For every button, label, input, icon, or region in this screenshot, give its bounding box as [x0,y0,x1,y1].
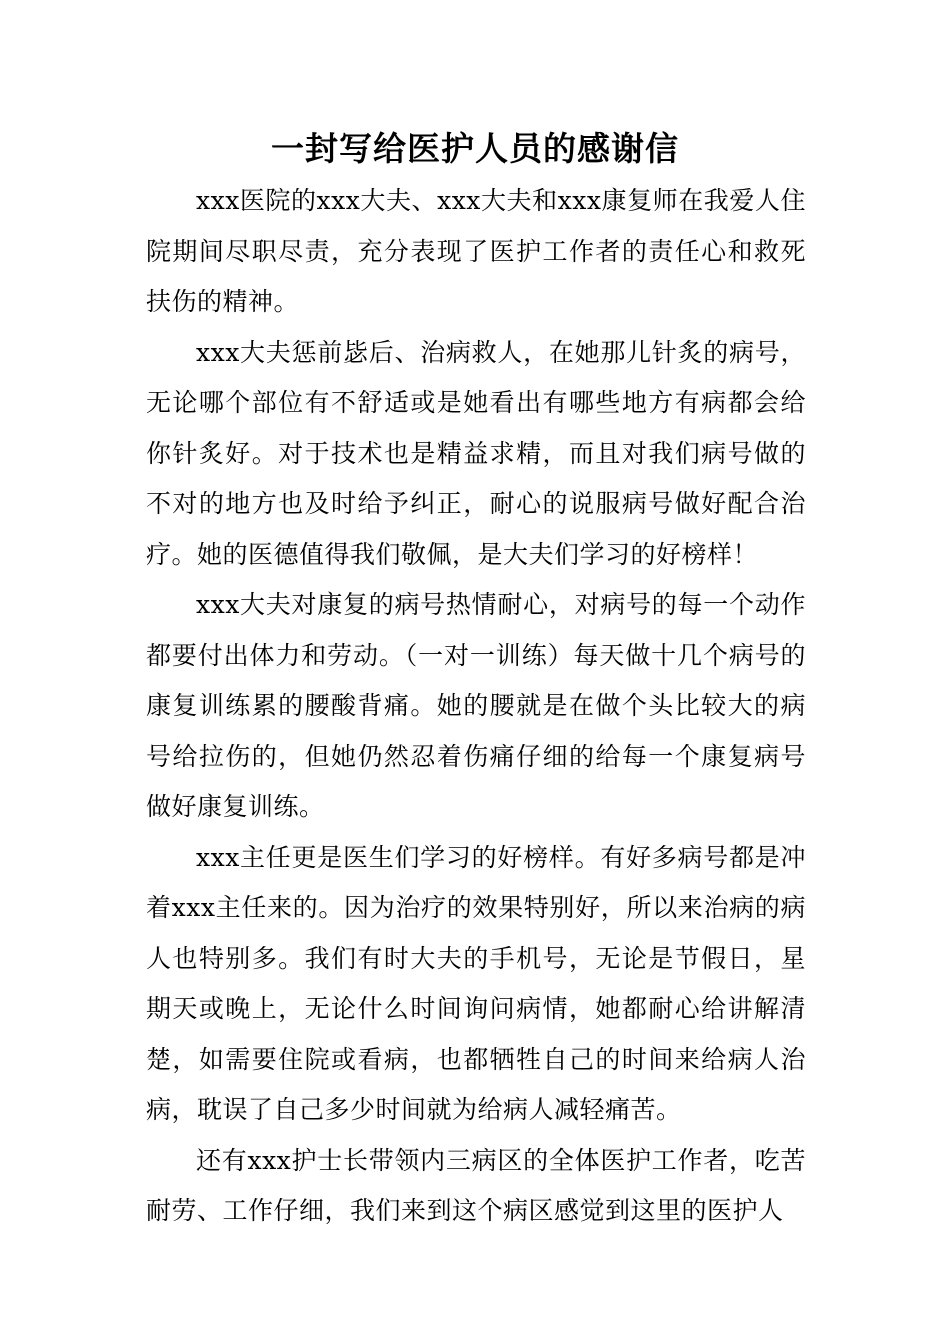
paragraph-2: xxx大夫惩前毖后、治病救人，在她那儿针炙的病号，无论哪个部位有不舒适或是她看出有哪些地方有病都会给你针炙好。对于技术也是精益求精，而且对我们病号做的不对的地方也及时给予纠正，耐心的说服病号做好配合治疗。她的医德值得我们敬佩，是大夫们学习的好榜样！ [146,337,806,569]
paragraph-4: xxx主任更是医生们学习的好榜样。有好多病号都是冲着xxx主任来的。因为治疗的效果特别好，所以来治病的病人也特别多。我们有时大夫的手机号，无论是节假日，星期天或晚上，无论什么时间询问病情，她都耐心给讲解清楚，如需要住院或看病，也都牺牲自己的时间来给病人治病，耽误了自己多少时间就为给病人减轻痛苦。 [146,842,806,1124]
document-title: 一封写给医护人员的感谢信 [271,129,679,168]
paragraph-5: 还有xxx护士长带领内三病区的全体医护工作者，吃苦耐劳、工作仔细，我们来到这个病区感觉到这里的医护人 [146,1145,806,1225]
letter-body [146,176,806,1237]
paragraph-3: xxx大夫对康复的病号热情耐心，对病号的每一个动作都要付出体力和劳动。（一对一训练）每天做十几个病号的康复训练累的腰酸背痛。她的腰就是在做个头比较大的病号给拉伤的，但她仍然忍着伤痛仔细的给每一个康复病号做好康复训练。 [146,590,806,821]
paragraph-1: xxx医院的xxx大夫、xxx大夫和xxx康复师在我爱人住院期间尽职尽责，充分表现了医护工作者的责任心和救死扶伤的精神。 [146,186,806,316]
